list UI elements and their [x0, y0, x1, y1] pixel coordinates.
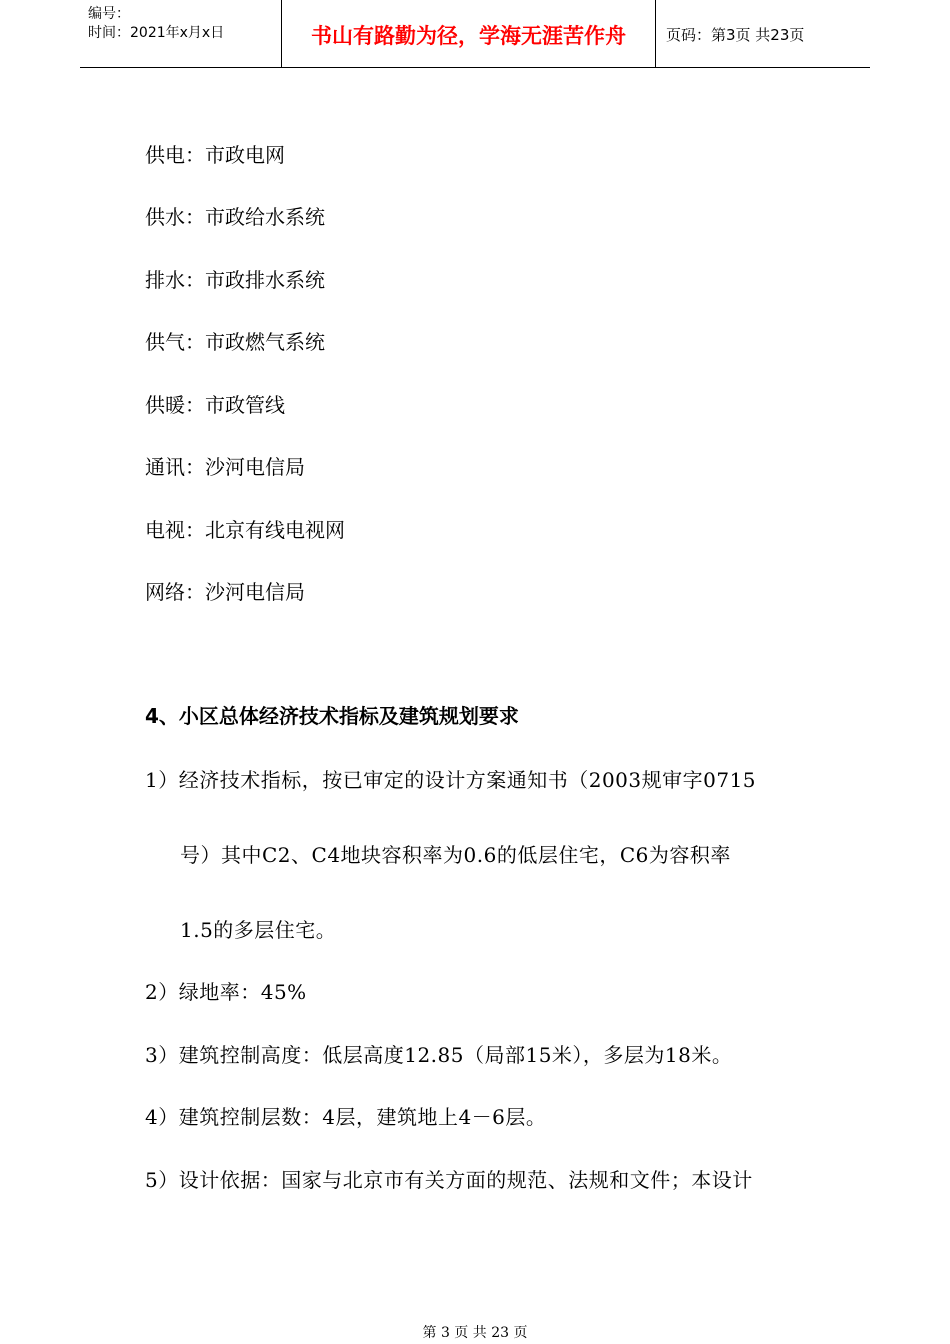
facility-drainage: 排水：市政排水系统: [145, 268, 325, 292]
facility-power: 供电：市政电网: [145, 143, 285, 167]
item-1-line-2: 号）其中C2、C4地块容积率为0.6的低层住宅，C6为容积率: [180, 843, 731, 867]
page-header: [80, 0, 870, 68]
header-meta-cell: [80, 0, 282, 67]
page-info: 页码：第3页 共23页: [666, 26, 805, 44]
facility-water: 供水：市政给水系统: [145, 205, 325, 229]
item-5: 5）设计依据：国家与北京市有关方面的规范、法规和文件；本设计: [145, 1168, 753, 1192]
motto: 书山有路勤为径，学海无涯苦作舟: [311, 24, 626, 48]
item-1-line-1: 1）经济技术指标，按已审定的设计方案通知书（2003规审字0715: [145, 768, 757, 792]
section-heading: 4、小区总体经济技术指标及建筑规划要求: [145, 704, 519, 728]
page-footer: 第 3 页 共 23 页: [422, 1325, 528, 1341]
item-1-line-3: 1.5的多层住宅。: [180, 918, 337, 942]
header-motto-cell: [282, 0, 656, 67]
facility-network: 网络：沙河电信局: [145, 580, 305, 604]
item-2: 2）绿地率：45%: [145, 980, 307, 1004]
item-3: 3）建筑控制高度：低层高度12.85（局部15米），多层为18米。: [145, 1043, 733, 1067]
facility-telecom: 通讯：沙河电信局: [145, 455, 305, 479]
serial-label: 编号：: [88, 6, 130, 22]
facility-gas: 供气：市政燃气系统: [145, 330, 325, 354]
header-page-cell: [656, 0, 870, 67]
item-4: 4）建筑控制层数：4层，建筑地上4－6层。: [145, 1105, 547, 1129]
facility-heating: 供暖：市政管线: [145, 393, 285, 417]
facility-tv: 电视：北京有线电视网: [145, 518, 345, 542]
time-label: 时间：2021年x月x日: [88, 25, 225, 41]
